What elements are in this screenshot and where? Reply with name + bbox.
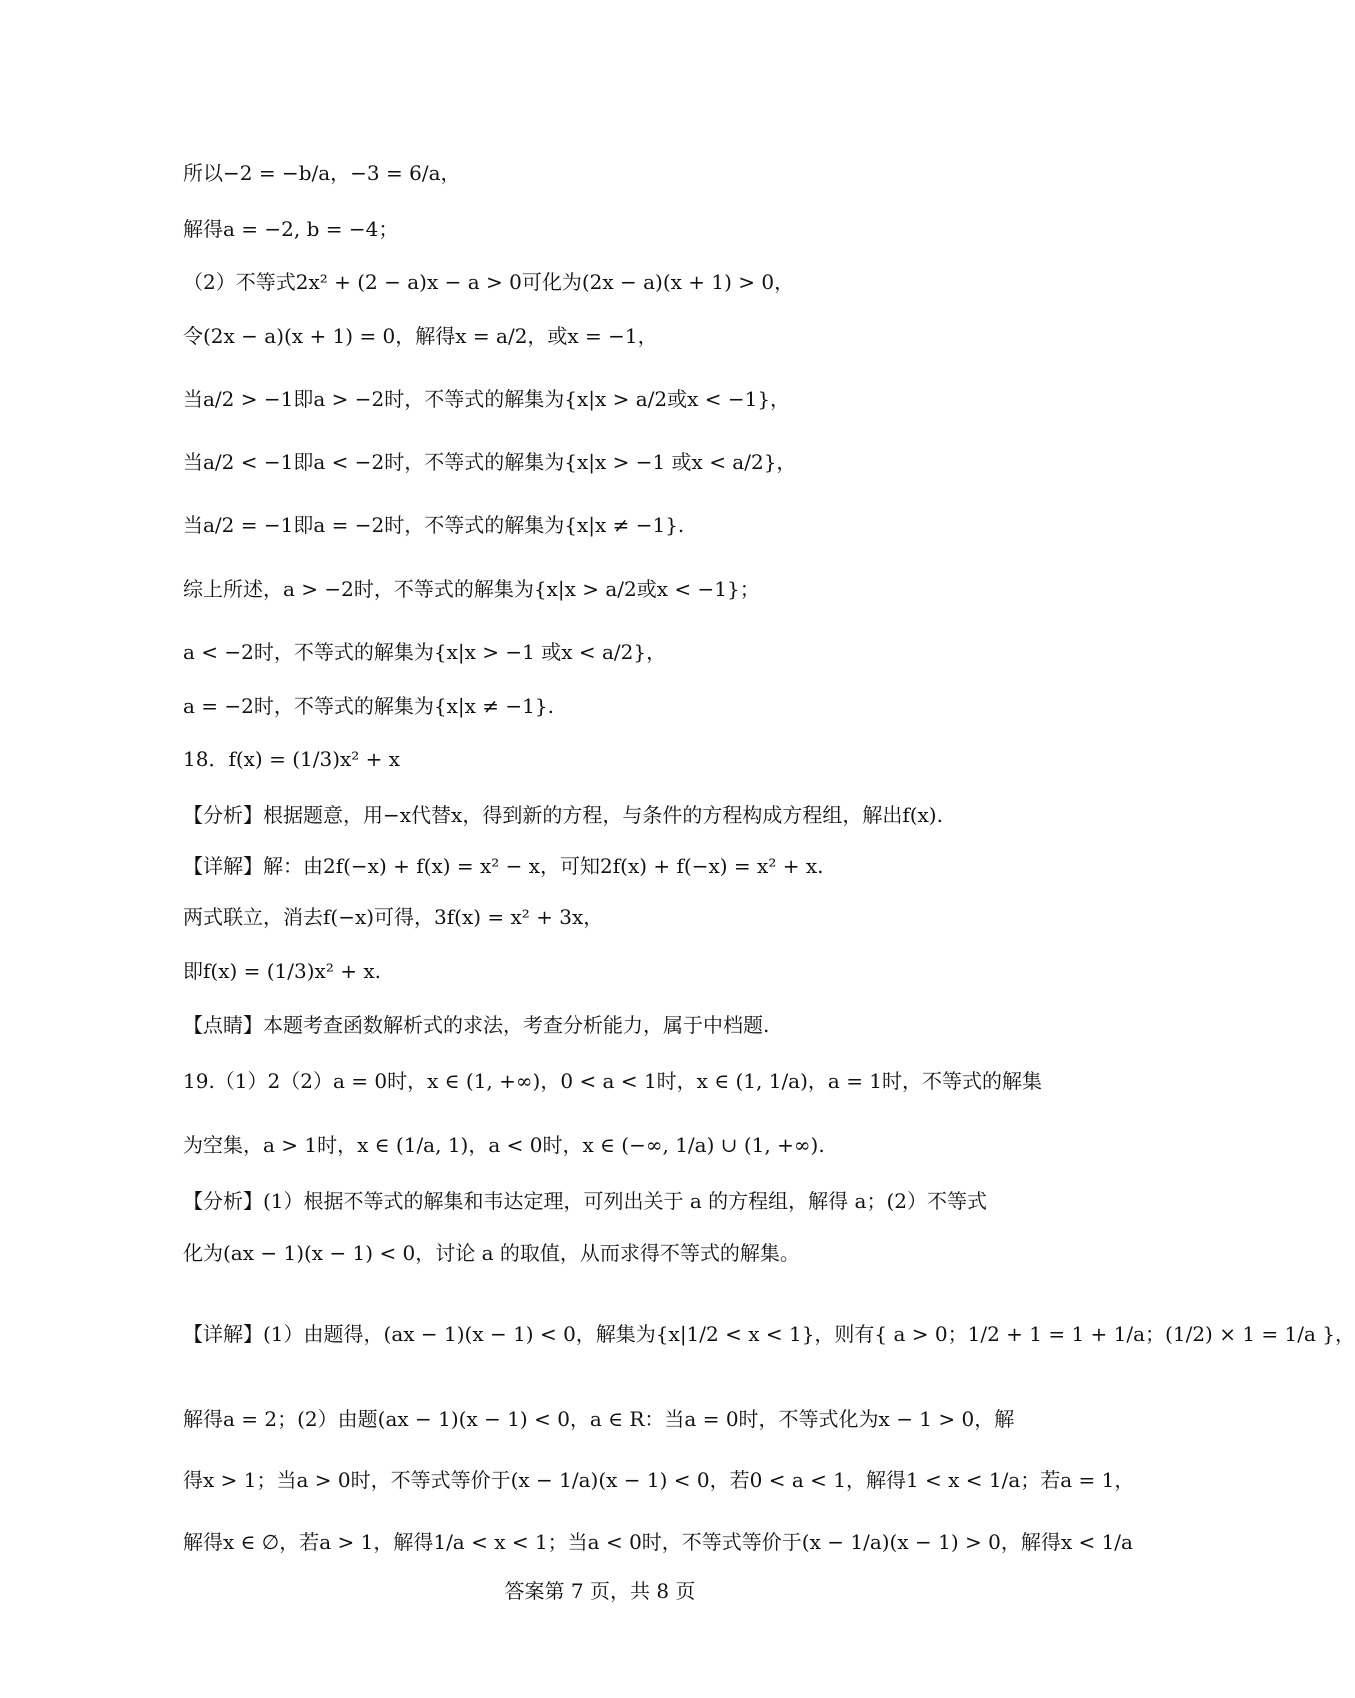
text-line: 当a/2 > −1即a > −2时，不等式的解集为{x|x > a/2或x < −1}， bbox=[183, 387, 791, 411]
analysis-18: 【分析】根据题意，用−x代替x，得到新的方程，与条件的方程构成方程组，解出f(x). bbox=[183, 803, 943, 827]
text-line: 解得x ∈ ∅，若a > 1，解得1/a < x < 1；当a < 0时，不等式等价于(x − 1/a)(x − 1) > 0，解得x < 1/a bbox=[183, 1530, 1133, 1554]
question-19-answer: 19.（1）2（2）a = 0时，x ∈ (1, +∞)，0 < a < 1时，x ∈ (1, 1/a)，a = 1时，不等式的解集 bbox=[183, 1069, 1043, 1093]
text-line: 综上所述，a > −2时，不等式的解集为{x|x > a/2或x < −1}； bbox=[183, 577, 760, 601]
text-line: 当a/2 < −1即a < −2时，不等式的解集为{x|x > −1 或x < a/2}， bbox=[183, 450, 797, 474]
text-line: （2）不等式2x² + (2 − a)x − a > 0可化为(2x − a)(x + 1) > 0， bbox=[183, 270, 795, 294]
text-line: 当a/2 = −1即a = −2时，不等式的解集为{x|x ≠ −1}. bbox=[183, 513, 685, 537]
text-line: 所以−2 = −b/a，−3 = 6/a， bbox=[183, 161, 461, 185]
text-line: a = −2时，不等式的解集为{x|x ≠ −1}. bbox=[183, 694, 554, 718]
text-line: 得x > 1；当a > 0时，不等式等价于(x − 1/a)(x − 1) < 0，若0 < a < 1，解得1 < x < 1/a；若a = 1， bbox=[183, 1468, 1135, 1492]
text-line: 两式联立，消去f(−x)可得，3f(x) = x² + 3x， bbox=[183, 905, 604, 929]
page-footer: 答案第 7 页，共 8 页 bbox=[504, 1579, 696, 1603]
text-line: 解得a = −2, b = −4； bbox=[183, 217, 399, 241]
text-line: 解得a = 2；(2）由题(ax − 1)(x − 1) < 0，a ∈ R：当a = 0时，不等式化为x − 1 > 0，解 bbox=[183, 1407, 1015, 1431]
analysis-19: 【分析】(1）根据不等式的解集和韦达定理，可列出关于 a 的方程组，解得 a；(2）不等式 bbox=[183, 1189, 987, 1213]
text-line: a < −2时，不等式的解集为{x|x > −1 或x < a/2}， bbox=[183, 640, 667, 664]
text-line: 为空集，a > 1时，x ∈ (1/a, 1)，a < 0时，x ∈ (−∞, 1/a) ∪ (1, +∞). bbox=[183, 1133, 825, 1157]
text-line: 化为(ax − 1)(x − 1) < 0，讨论 a 的取值，从而求得不等式的解集。 bbox=[183, 1241, 800, 1265]
question-18-answer: 18．f(x) = (1/3)x² + x bbox=[183, 747, 401, 771]
text-line: 即f(x) = (1/3)x² + x. bbox=[183, 959, 381, 983]
text-line: 令(2x − a)(x + 1) = 0，解得x = a/2，或x = −1， bbox=[183, 324, 658, 348]
detail-18: 【详解】解：由2f(−x) + f(x) = x² − x，可知2f(x) + f(−x) = x² + x. bbox=[183, 854, 824, 878]
detail-19: 【详解】(1）由题得，(ax − 1)(x − 1) < 0，解集为{x|1/2 < x < 1}，则有{ a > 0；1/2 + 1 = 1 + 1/a；(1/2) × 1 = 1/a }， bbox=[183, 1322, 1355, 1346]
comment-18: 【点睛】本题考查函数解析式的求法，考查分析能力，属于中档题. bbox=[183, 1013, 770, 1037]
